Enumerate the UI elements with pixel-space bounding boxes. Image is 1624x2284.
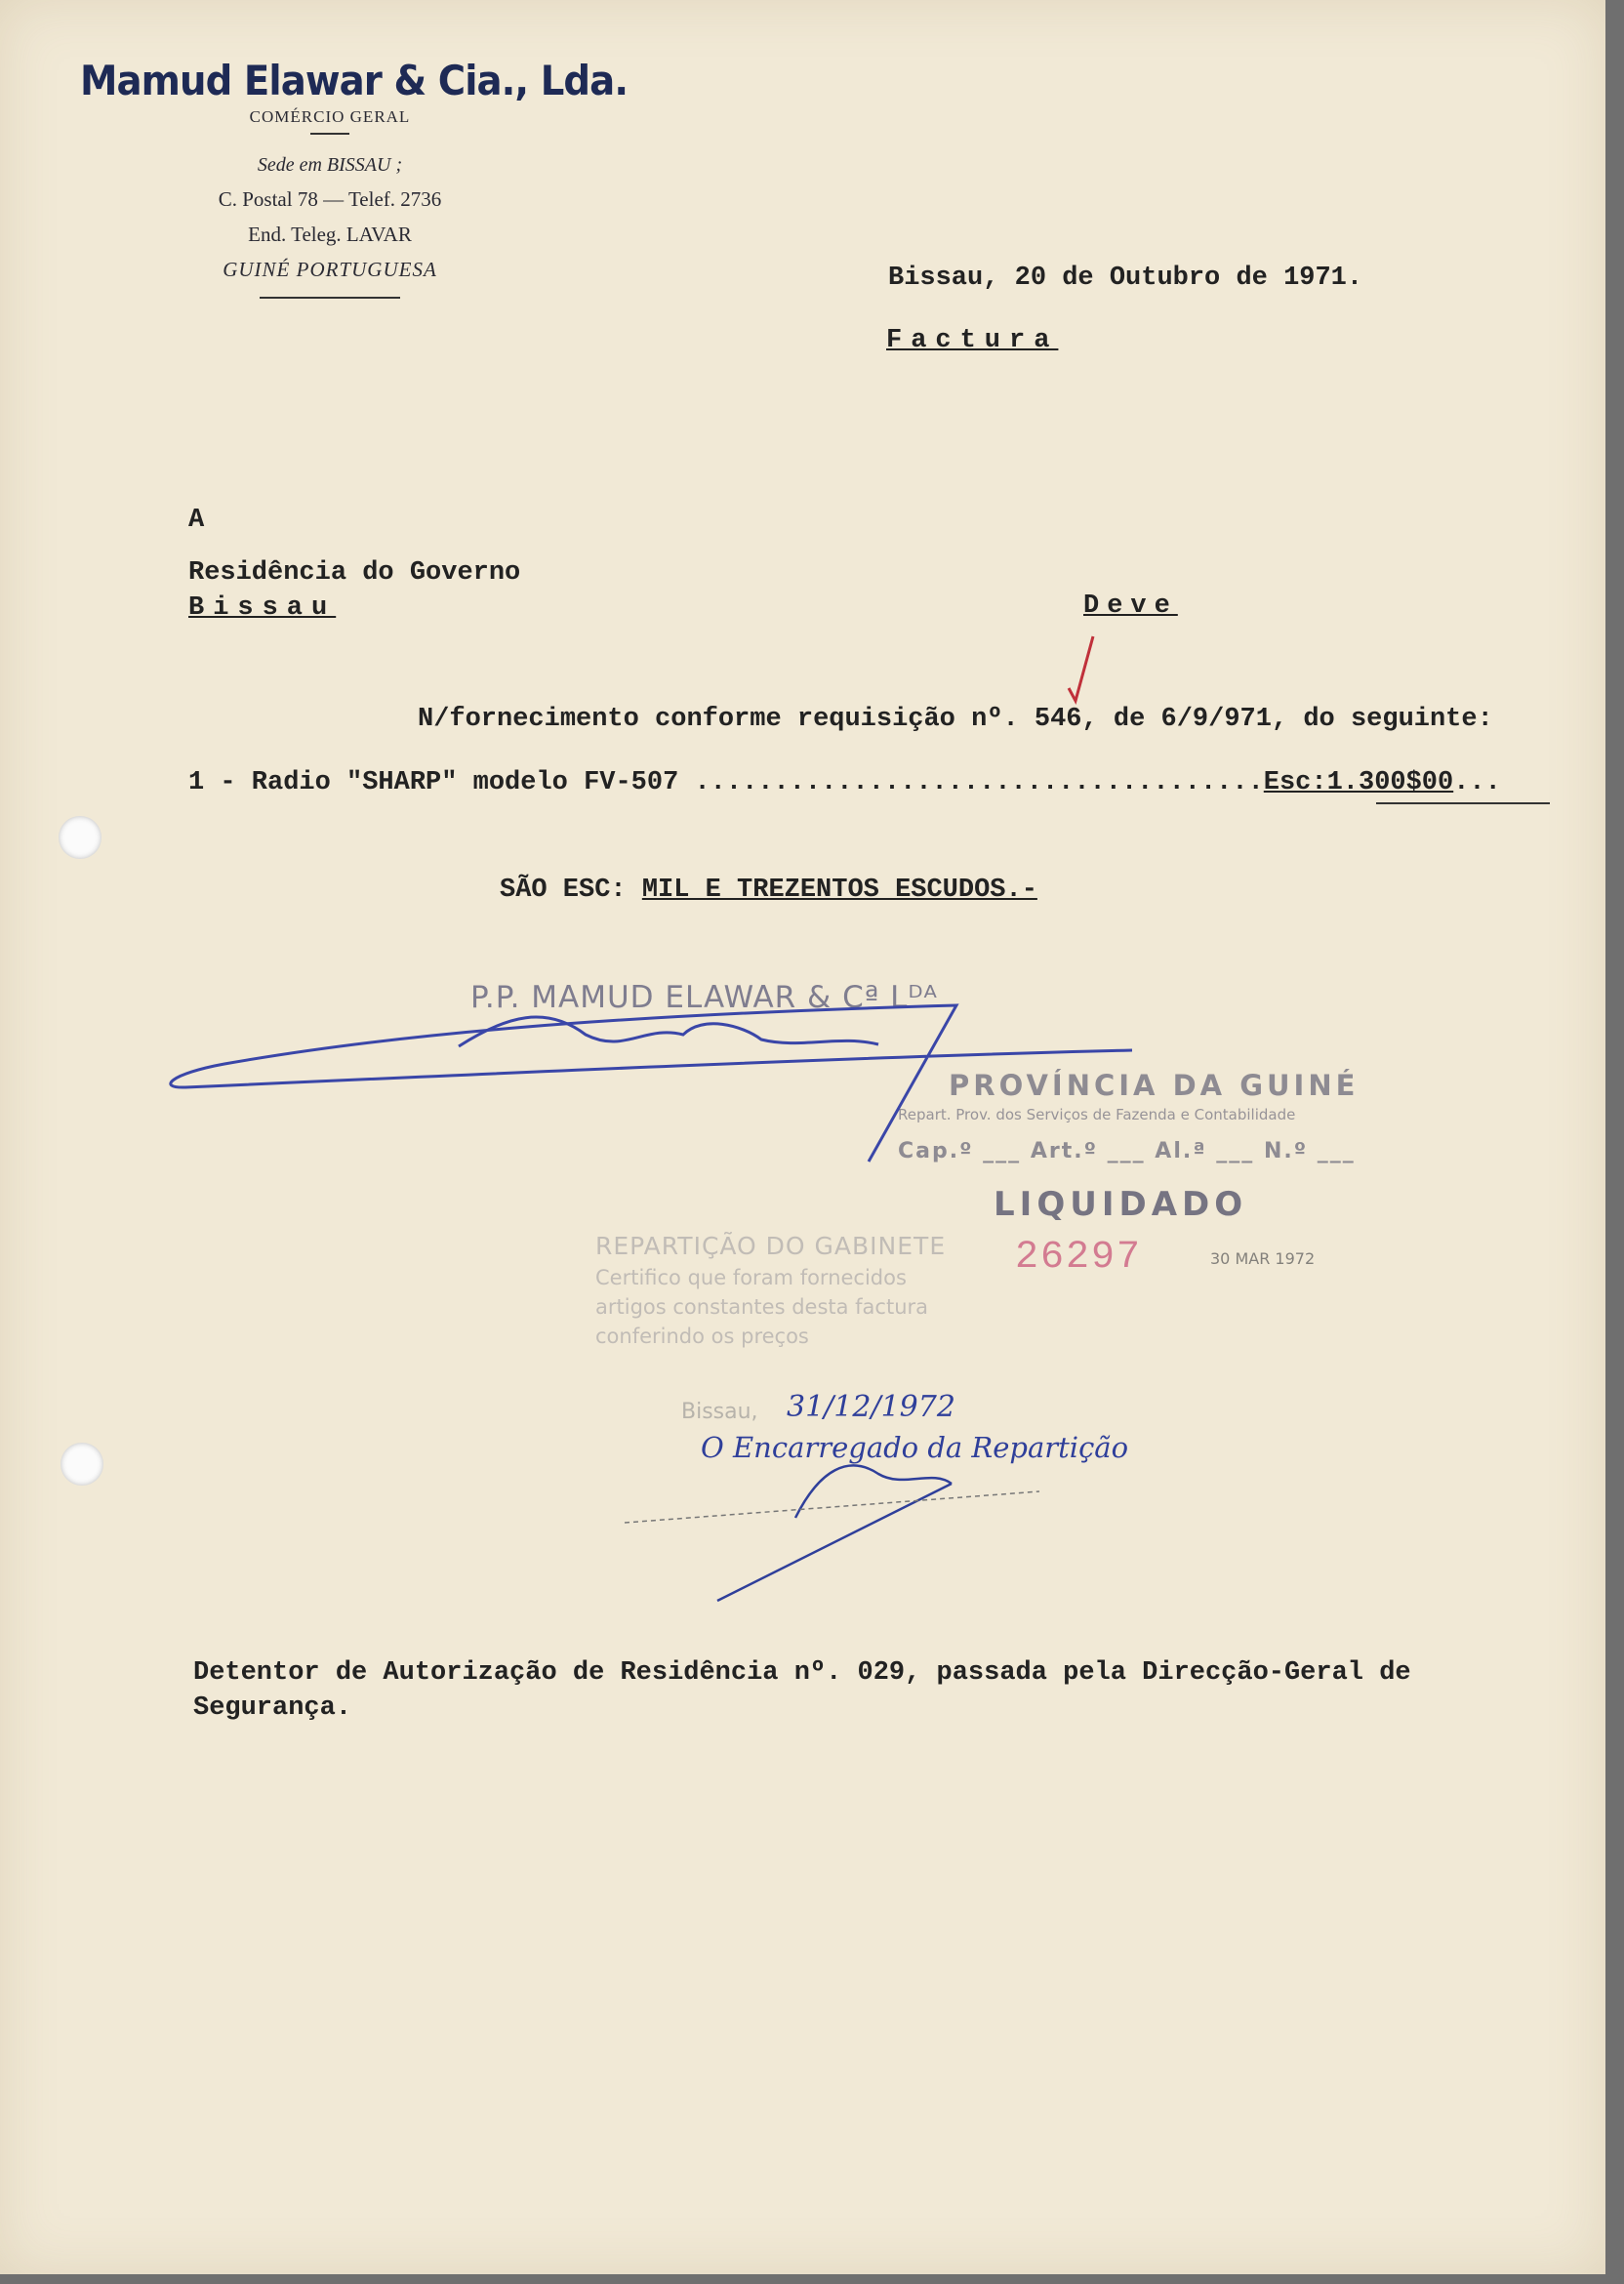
item-description: 1 - Radio "SHARP" modelo FV-507	[188, 768, 695, 797]
province-stamp-title: PROVÍNCIA DA GUINÉ	[949, 1069, 1360, 1102]
invoice-title: Factura	[886, 326, 1059, 355]
reparticao-stamp-line: conferindo os preços	[595, 1325, 809, 1348]
item-leader-dots: ....................................	[694, 768, 1264, 797]
item-amount-tail: ...	[1453, 768, 1501, 797]
company-name: Mamud Elawar & Cia., Lda.	[80, 57, 629, 104]
company-subtitle: COMÉRCIO GERAL	[249, 107, 411, 126]
supply-reference: N/fornecimento conforme requisição nº. 546, de 6/9/971, do seguinte:	[418, 705, 1493, 734]
dashed-signature-rule	[625, 1491, 1039, 1523]
province-stamp-subtitle: Repart. Prov. dos Serviços de Fazenda e Contabilidade	[898, 1106, 1296, 1123]
handwritten-signatory: O Encarregado da Repartição	[701, 1431, 1129, 1464]
handwritten-date: 31/12/1972	[787, 1390, 955, 1424]
company-telegraph: End. Teleg. LAVAR	[248, 223, 412, 246]
company-country: GUINÉ PORTUGUESA	[223, 258, 437, 281]
secondary-signature	[717, 1465, 952, 1601]
reparticao-stamp-line: Certifico que foram fornecidos	[595, 1266, 907, 1289]
reparticao-stamp-title: REPARTIÇÃO DO GABINETE	[595, 1232, 947, 1260]
residence-authorization-note: Detentor de Autorização de Residência nº. 029, passada pela Direcção-Geral de Segurança.	[193, 1658, 1411, 1723]
deve-label: Deve	[1083, 591, 1178, 621]
letterhead-divider	[310, 133, 349, 135]
total-prefix: SÃO ESC:	[500, 876, 642, 905]
total-in-words: MIL E TREZENTOS ESCUDOS.-	[641, 876, 1037, 905]
invoice-date: Bissau, 20 de Outubro de 1971.	[888, 264, 1363, 293]
province-stamp-fields: Cap.º ___ Art.º ___ Al.ª ___ N.º ___	[898, 1139, 1356, 1163]
province-stamp-status: LIQUIDADO	[994, 1185, 1248, 1224]
company-seat: Sede em BISSAU ;	[257, 154, 403, 176]
company-stamp: P.P. MAMUD ELAWAR & Cª Lᴰᴬ	[470, 980, 938, 1015]
company-postal-phone: C. Postal 78 — Telef. 2736	[218, 187, 442, 211]
amount-underline	[1376, 802, 1550, 804]
check-mark-icon	[1069, 636, 1093, 701]
reparticao-stamp-line: artigos constantes desta factura	[595, 1295, 929, 1319]
item-amount: Esc:1.300$00	[1263, 768, 1454, 797]
reparticao-stamp	[595, 1232, 946, 1348]
item-line	[188, 768, 1501, 797]
letterhead-bottom-rule	[260, 297, 400, 299]
province-stamp-number: 26297	[1015, 1236, 1143, 1280]
province-stamp-date: 30 MAR 1972	[1210, 1249, 1316, 1268]
punch-hole	[59, 816, 102, 859]
province-stamp	[898, 1069, 1386, 1224]
reparticao-bissau: Bissau,	[681, 1400, 758, 1424]
punch-hole	[61, 1443, 103, 1486]
recipient-name: Residência do Governo	[188, 558, 521, 588]
total-line	[500, 876, 1037, 905]
main-signature-flourish	[459, 1017, 878, 1046]
recipient-city: Bissau	[188, 593, 337, 623]
salutation: A	[188, 506, 205, 535]
